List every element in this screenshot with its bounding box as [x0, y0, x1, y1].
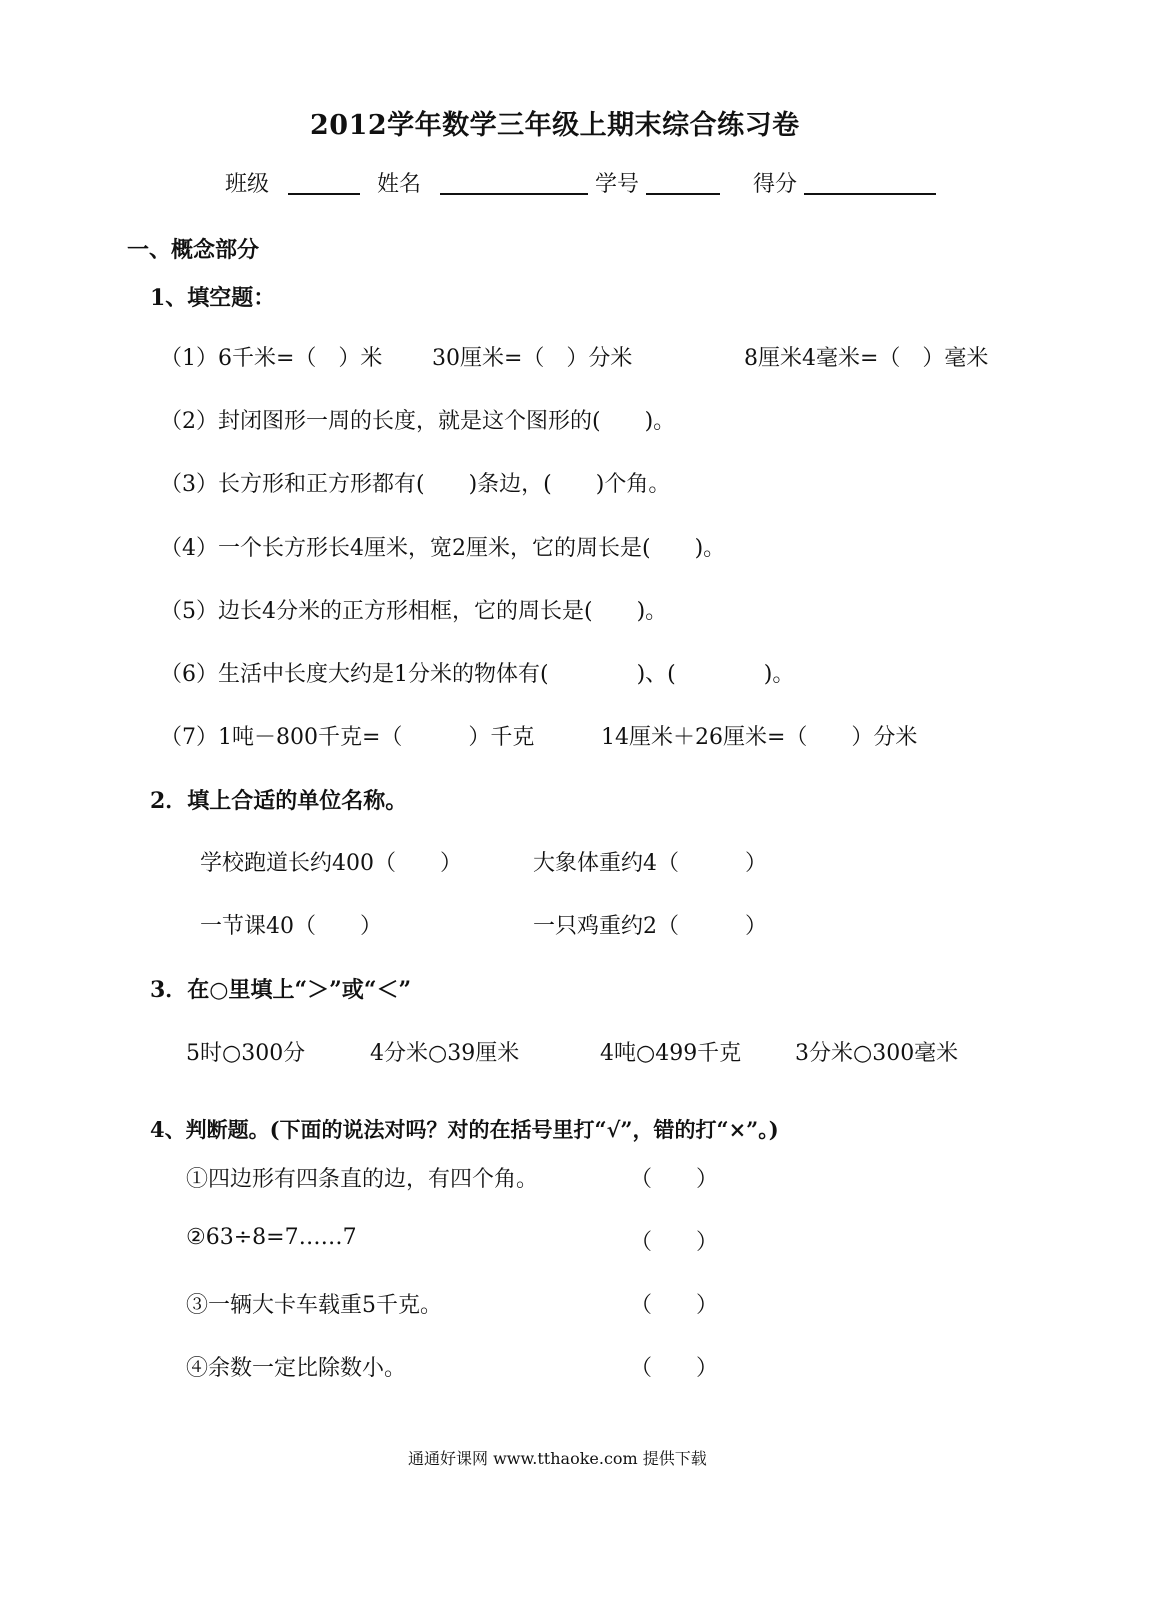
- q1-item-7b: 14厘米＋26厘米=（ ）分米: [601, 725, 918, 750]
- score-label: 得分: [753, 172, 798, 197]
- name-label: 姓名: [377, 172, 422, 197]
- q2-item-3: 一节课40（ ）: [200, 914, 382, 939]
- q4-bracket-3[interactable]: （ ）: [630, 1293, 719, 1318]
- q1-item-5: （5）边长4分米的正方形相框，它的周长是( )。: [160, 599, 668, 624]
- q4-item-1: ①四边形有四条直的边，有四个角。: [186, 1167, 539, 1192]
- q3-item-2: 4分米○39厘米: [370, 1041, 520, 1066]
- q4-item-2: ②63÷8=7……7: [186, 1225, 357, 1250]
- q3-item-3: 4吨○499千克: [600, 1041, 742, 1066]
- q4-bracket-1[interactable]: （ ）: [630, 1167, 719, 1192]
- q4-heading: 4、判断题。(下面的说法对吗？对的在括号里打“√”，错的打“×”。): [150, 1117, 779, 1142]
- q4-item-3: ③一辆大卡车载重5千克。: [186, 1293, 442, 1318]
- name-blank[interactable]: [440, 171, 588, 195]
- q1-item-4: （4）一个长方形长4厘米，宽2厘米，它的周长是( )。: [160, 536, 726, 561]
- q1-item-1a: （1）6千米=（ ）米: [160, 346, 383, 371]
- q3-item-1: 5时○300分: [186, 1041, 306, 1066]
- q1-heading: 1、填空题：: [150, 285, 276, 311]
- q1-item-3: （3）长方形和正方形都有( )条边，( )个角。: [160, 472, 671, 497]
- q2-item-2: 大象体重约4（ ）: [533, 851, 767, 876]
- q4-item-4: ④余数一定比除数小。: [186, 1356, 407, 1381]
- score-blank[interactable]: [804, 171, 936, 195]
- q1-item-2: （2）封闭图形一周的长度，就是这个图形的( )。: [160, 409, 676, 434]
- student-no-blank[interactable]: [646, 171, 720, 195]
- q1-item-7a: （7）1吨－800千克=（ ）千克: [160, 725, 535, 750]
- q1-item-1b: 30厘米=（ ）分米: [432, 346, 633, 371]
- q2-heading: 2．填上合适的单位名称。: [150, 788, 408, 814]
- class-blank[interactable]: [288, 171, 360, 195]
- q3-heading: 3．在○里填上“＞”或“＜”: [150, 977, 412, 1003]
- q3-item-4: 3分米○300毫米: [795, 1041, 959, 1066]
- section1-heading: 一、概念部分: [127, 237, 260, 263]
- q1-item-1c: 8厘米4毫米=（ ）毫米: [744, 346, 989, 371]
- q4-bracket-4[interactable]: （ ）: [630, 1356, 719, 1381]
- page-footer: 通通好课网 www.tthaoke.com 提供下载: [408, 1449, 707, 1468]
- header-fields: [225, 167, 936, 198]
- student-no-label: 学号: [595, 172, 640, 197]
- q1-item-6: （6）生活中长度大约是1分米的物体有( )、( )。: [160, 662, 795, 687]
- class-label: 班级: [225, 172, 270, 197]
- q2-item-1: 学校跑道长约400（ ）: [200, 851, 462, 876]
- q4-bracket-2[interactable]: （ ）: [630, 1230, 719, 1255]
- page-title: 2012学年数学三年级上期末综合练习卷: [310, 110, 800, 141]
- q2-item-4: 一只鸡重约2（ ）: [533, 914, 767, 939]
